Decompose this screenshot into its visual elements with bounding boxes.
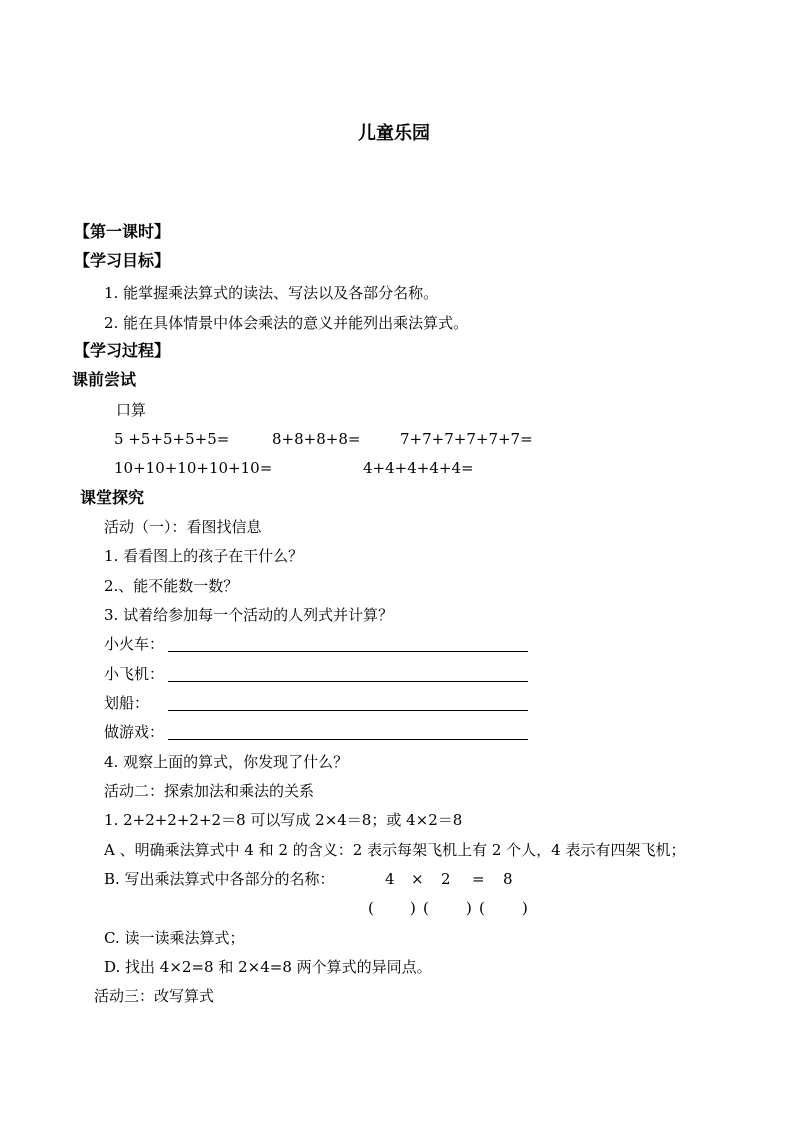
activity2-line: 1. 2+2+2+2+2＝8 可以写成 2×4＝8；或 4×2＝8 [104, 811, 463, 829]
answer-blank-line[interactable] [168, 681, 528, 682]
page-title: 儿童乐园 [358, 123, 430, 144]
name-blank-close: ) [410, 899, 416, 917]
activity2-point-b: B. 写出乘法算式中各部分的名称： [104, 870, 335, 888]
name-blank-open: ( [423, 899, 429, 917]
process-heading: 【学习过程】 [74, 341, 171, 360]
blank-label-plane: 小飞机： [104, 665, 165, 683]
blank-label-train: 小火车： [104, 635, 165, 653]
activity2-point-a: A 、明确乘法算式中 4 和 2 的含义：2 表示每架飞机上有 2 个人，4 表示有四架飞机； [104, 841, 686, 859]
goal-item: 2. 能在具体情景中体会乘法的意义并能列出乘法算式。 [104, 314, 469, 332]
oral-calc-item: 4+4+4+4+4= [363, 459, 474, 477]
name-blank-close: ) [522, 899, 528, 917]
oral-calc-item: 5 +5+5+5+5= [114, 430, 230, 448]
name-blank-open: ( [368, 899, 374, 917]
goals-heading: 【学习目标】 [74, 251, 171, 270]
activity1-title: 活动（一）：看图找信息 [104, 518, 262, 536]
answer-blank-line[interactable] [168, 739, 528, 740]
answer-blank-line[interactable] [168, 710, 528, 711]
oral-calc-label: 口算 [116, 401, 147, 419]
name-blank-open: ( [479, 899, 485, 917]
expr-term: 4 [385, 870, 395, 888]
activity2-point-c: C. 读一读乘法算式； [104, 929, 245, 947]
name-blank-close: ) [466, 899, 472, 917]
activity1-question: 2.、能不能数一数？ [104, 577, 239, 595]
explore-heading: 课堂探究 [80, 488, 145, 507]
blank-label-boat: 划船： [104, 694, 150, 712]
activity1-question: 3. 试着给参加每一个活动的人列式并计算？ [104, 606, 394, 624]
oral-calc-item: 10+10+10+10+10= [114, 459, 273, 477]
blank-label-game: 做游戏： [104, 723, 165, 741]
pre-try-heading: 课前尝试 [72, 370, 137, 389]
activity2-point-d: D. 找出 4×2=8 和 2×4=8 两个算式的异同点。 [104, 958, 432, 976]
expr-term: 2 [441, 870, 451, 888]
oral-calc-item: 7+7+7+7+7+7= [400, 430, 533, 448]
expr-operator: × [411, 870, 424, 888]
expr-term: 8 [503, 870, 513, 888]
activity1-question: 4. 观察上面的算式，你发现了什么？ [104, 753, 349, 771]
activity3-title: 活动三：改写算式 [94, 987, 215, 1005]
expr-operator: = [472, 870, 485, 888]
goal-item: 1. 能掌握乘法算式的读法、写法以及各部分名称。 [104, 284, 439, 302]
oral-calc-item: 8+8+8+8= [272, 430, 361, 448]
activity2-title: 活动二：探索加法和乘法的关系 [104, 782, 315, 800]
activity1-question: 1. 看看图上的孩子在干什么？ [104, 547, 304, 565]
lesson-heading: 【第一课时】 [74, 222, 171, 241]
answer-blank-line[interactable] [168, 651, 528, 652]
